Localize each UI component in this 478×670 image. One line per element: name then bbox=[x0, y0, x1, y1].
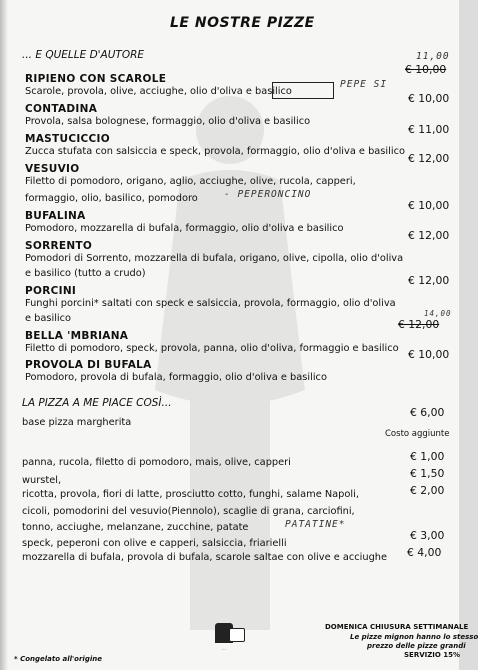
extra-text: panna, rucola, filetto di pomodoro, mais, olive, capperi bbox=[22, 457, 291, 468]
pizza-desc: e basilico (tutto a crudo) bbox=[25, 268, 146, 279]
handwritten-note: PEPE SI bbox=[340, 79, 388, 90]
pizza-name: MASTUCICCIO bbox=[25, 133, 110, 145]
service-charge: SERVIZIO 15% bbox=[404, 651, 461, 659]
menu-title: LE NOSTRE PIZZE bbox=[170, 15, 315, 31]
handwritten-note: PATATINE* bbox=[285, 519, 346, 530]
extra-price: € 2,00 bbox=[410, 484, 445, 497]
restaurant-logo-icon bbox=[229, 628, 245, 642]
logo-caption: ... bbox=[222, 646, 226, 651]
pizza-name: BUFALINA bbox=[25, 210, 86, 222]
mignon-note: prezzo delle pizze grandi bbox=[367, 642, 466, 650]
section-custom: LA PIZZA A ME PIACE COSÌ... bbox=[22, 397, 172, 409]
pizza-desc: Scarole, provola, olive, acciughe, olio d'oliva e basilico bbox=[25, 86, 292, 97]
pizza-price: € 12,00 bbox=[408, 229, 450, 242]
page-shadow bbox=[0, 0, 8, 670]
chef-watermark bbox=[120, 90, 340, 650]
pizza-name: RIPIENO CON SCAROLE bbox=[25, 73, 167, 85]
pizza-desc: Filetto di pomodoro, speck, provola, panna, olio d'oliva, formaggio e basilico bbox=[25, 343, 399, 354]
extra-text: cicoli, pomodorini del vesuvio(Piennolo), scaglie di grana, carciofini, bbox=[22, 506, 355, 517]
extra-price: € 3,00 bbox=[410, 529, 445, 542]
pizza-desc: Zucca stufata con salsiccia e speck, provola, formaggio, olio d'oliva e basilico bbox=[25, 146, 405, 157]
extra-text: wurstel, bbox=[22, 475, 62, 486]
section-autore: ... E QUELLE D'AUTORE bbox=[22, 49, 145, 61]
pizza-name: VESUVIO bbox=[25, 163, 80, 175]
extra-text: speck, peperoni con olive e capperi, salsiccia, friarielli bbox=[22, 538, 287, 549]
extra-price: € 4,00 bbox=[407, 546, 442, 559]
pizza-desc: e basilico bbox=[25, 313, 72, 324]
pizza-desc: Filetto di pomodoro, origano, aglio, acciughe, olive, rucola, capperi, bbox=[25, 176, 356, 187]
pizza-name: PORCINI bbox=[25, 285, 77, 297]
pizza-old-price: € 12,00 bbox=[398, 318, 440, 331]
pizza-price: € 12,00 bbox=[408, 274, 450, 287]
pizza-name: PROVOLA DI BUFALA bbox=[25, 359, 152, 371]
extra-price: € 1,00 bbox=[410, 450, 445, 463]
extra-text: tonno, acciughe, melanzane, zucchine, patate bbox=[22, 522, 249, 533]
handwritten-new-price: 14,00 bbox=[424, 309, 452, 318]
pizza-desc: Pomodoro, provola di bufala, formaggio, olio d'oliva e basilico bbox=[25, 372, 327, 383]
costo-aggiunte-label: Costo aggiunte bbox=[385, 429, 450, 439]
base-label: base pizza margherita bbox=[22, 417, 132, 428]
pizza-desc: Funghi porcini* saltati con speck e salsiccia, provola, formaggio, olio d'oliva bbox=[25, 298, 396, 309]
pizza-price: € 10,00 bbox=[408, 199, 450, 212]
pizza-price: € 11,00 bbox=[408, 123, 450, 136]
handwritten-note: - PEPERONCINO bbox=[224, 189, 312, 200]
pizza-desc: formaggio, olio, basilico, pomodoro bbox=[25, 193, 198, 204]
pizza-desc: Provola, salsa bolognese, formaggio, olio d'oliva e basilico bbox=[25, 116, 311, 127]
pizza-name: SORRENTO bbox=[25, 240, 93, 252]
frozen-note: * Congelato all'origine bbox=[14, 655, 102, 663]
extra-text: ricotta, provola, fiori di latte, prosciutto cotto, funghi, salame Napoli, bbox=[22, 489, 359, 500]
pizza-old-price: € 10,00 bbox=[405, 63, 447, 76]
closing-day: DOMENICA CHIUSURA SETTIMANALE bbox=[325, 623, 469, 631]
extra-price: € 1,50 bbox=[410, 467, 445, 480]
pizza-price: € 10,00 bbox=[408, 92, 450, 105]
mignon-note: Le pizze mignon hanno lo stesso bbox=[350, 633, 478, 641]
handwritten-new-price: 11,00 bbox=[416, 51, 450, 62]
extra-text: mozzarella di bufala, provola di bufala, scarole saltae con olive e acciughe bbox=[22, 552, 388, 563]
pizza-name: BELLA 'MBRIANA bbox=[25, 330, 129, 342]
pizza-name: CONTADINA bbox=[25, 103, 98, 115]
base-price: € 6,00 bbox=[410, 406, 445, 419]
handwritten-box bbox=[272, 82, 334, 99]
pizza-desc: Pomodori di Sorrento, mozzarella di bufala, origano, olive, cipolla, olio d'oliva bbox=[25, 253, 404, 264]
pizza-price: € 12,00 bbox=[408, 152, 450, 165]
pizza-price: € 10,00 bbox=[408, 348, 450, 361]
pizza-desc: Pomodoro, mozzarella di bufala, formaggio, olio d'oliva e basilico bbox=[25, 223, 344, 234]
